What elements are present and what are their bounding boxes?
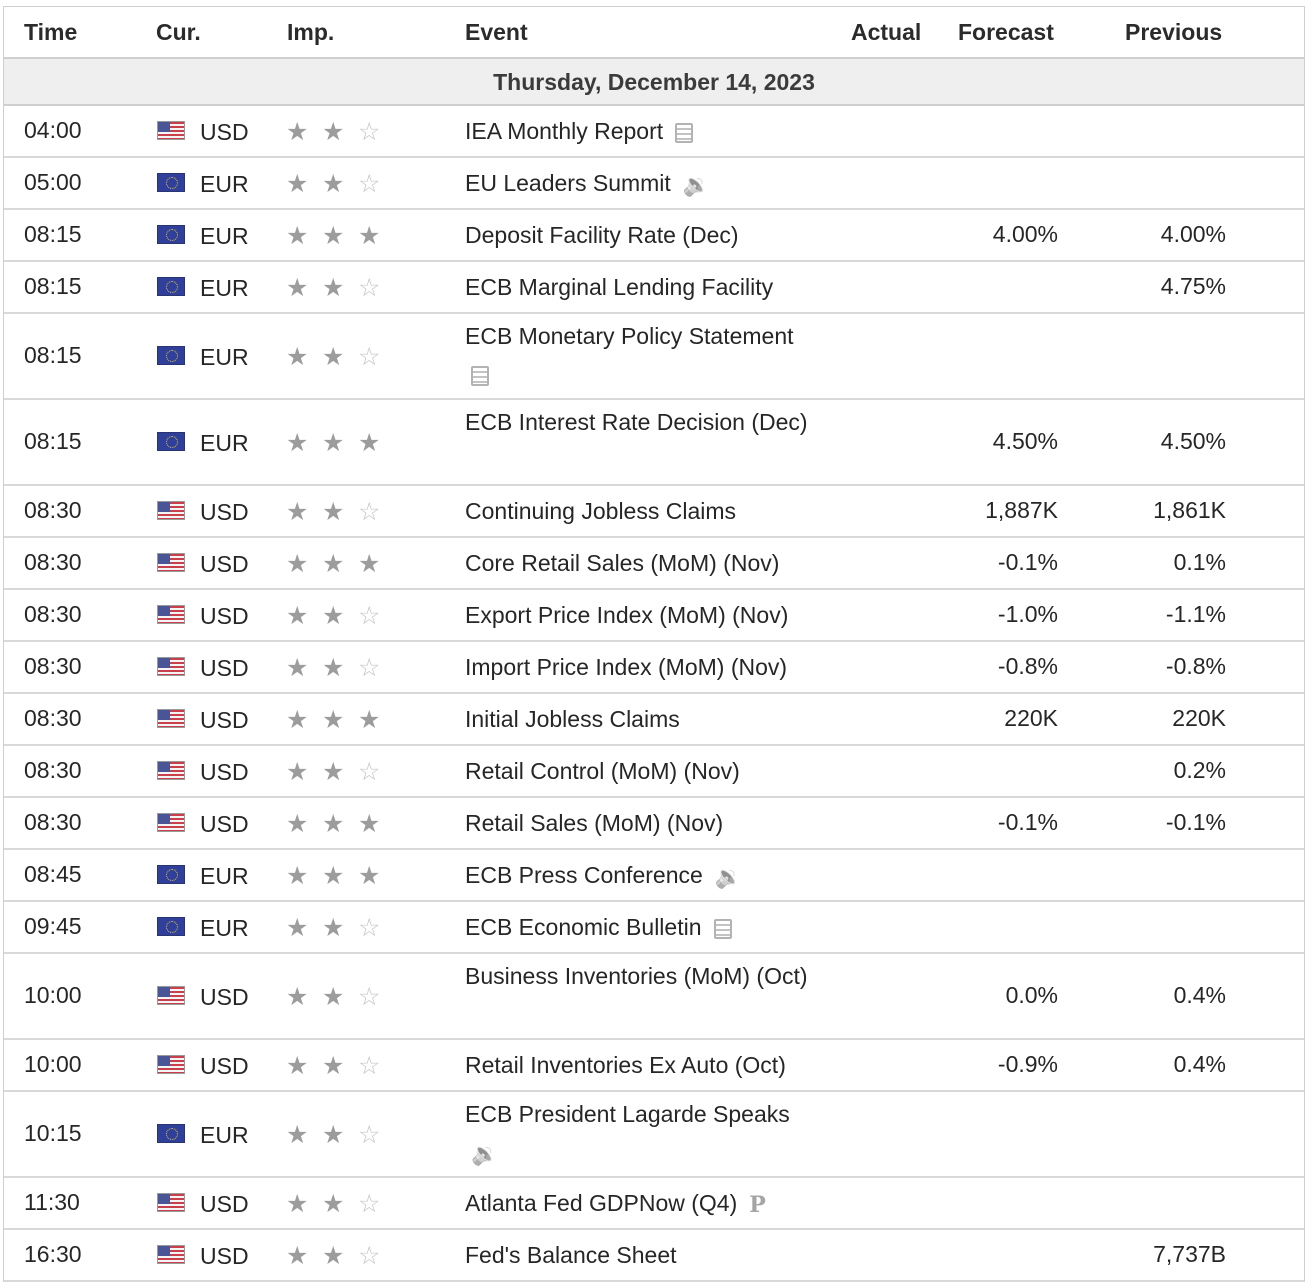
event-currency: EUR xyxy=(200,430,249,456)
star-filled-icon: ★ xyxy=(322,914,345,942)
event-name[interactable]: Export Price Index (MoM) (Nov) xyxy=(465,602,789,628)
star-filled-icon: ★ xyxy=(286,118,309,146)
star-filled-icon: ★ xyxy=(322,1121,345,1149)
previous-value: 4.75% xyxy=(1160,273,1226,299)
star-filled-icon: ★ xyxy=(286,983,309,1011)
star-filled-icon: ★ xyxy=(286,654,309,682)
event-currency: USD xyxy=(200,655,249,681)
star-empty-icon: ☆ xyxy=(358,654,381,682)
star-filled-icon: ★ xyxy=(322,274,345,302)
day-separator: Thursday, December 14, 2023 xyxy=(4,59,1304,106)
star-filled-icon: ★ xyxy=(322,758,345,786)
event-cell[interactable] xyxy=(465,544,835,582)
star-empty-icon: ☆ xyxy=(358,1190,381,1218)
importance-rating xyxy=(286,551,394,578)
table-row[interactable] xyxy=(4,400,1304,486)
star-filled-icon: ★ xyxy=(322,706,345,734)
table-row[interactable] xyxy=(4,1040,1304,1092)
star-empty-icon: ☆ xyxy=(358,274,381,302)
importance-rating xyxy=(286,915,394,942)
star-filled-icon: ★ xyxy=(286,1190,309,1218)
importance-rating xyxy=(286,171,394,198)
star-filled-icon: ★ xyxy=(286,758,309,786)
star-empty-icon: ☆ xyxy=(358,170,381,198)
previous-value: 4.50% xyxy=(1160,428,1226,454)
forecast-value: 4.50% xyxy=(992,428,1058,454)
eu-flag-icon xyxy=(157,917,185,936)
star-empty-icon: ☆ xyxy=(358,602,381,630)
event-name[interactable]: ECB Interest Rate Decision (Dec) xyxy=(465,409,808,435)
event-cell[interactable] xyxy=(465,908,835,946)
event-currency: USD xyxy=(200,551,249,577)
importance-rating xyxy=(286,223,394,250)
star-empty-icon: ☆ xyxy=(358,1121,381,1149)
speaker-icon[interactable]: 🔉 xyxy=(471,1140,499,1166)
star-filled-icon: ★ xyxy=(286,602,309,630)
star-filled-icon: ★ xyxy=(322,602,345,630)
speaker-icon[interactable]: 🔉 xyxy=(714,863,743,889)
previous-value: 4.00% xyxy=(1160,221,1226,247)
header-time[interactable]: Time xyxy=(24,19,78,45)
table-row[interactable] xyxy=(4,106,1304,158)
star-filled-icon: ★ xyxy=(358,862,381,890)
star-filled-icon: ★ xyxy=(286,862,309,890)
importance-rating xyxy=(286,655,394,682)
forecast-value: -1.0% xyxy=(997,601,1058,627)
event-currency: USD xyxy=(200,1243,249,1269)
star-filled-icon: ★ xyxy=(286,1052,309,1080)
importance-rating xyxy=(286,499,394,526)
importance-rating xyxy=(286,603,394,630)
event-name[interactable]: Retail Control (MoM) (Nov) xyxy=(465,758,740,784)
star-filled-icon: ★ xyxy=(358,706,381,734)
event-name[interactable]: Continuing Jobless Claims xyxy=(465,498,737,524)
us-flag-icon xyxy=(157,501,185,520)
event-currency: USD xyxy=(200,499,249,525)
importance-rating xyxy=(286,707,394,734)
event-name[interactable]: ECB Economic Bulletin xyxy=(465,914,702,940)
star-empty-icon: ☆ xyxy=(358,758,381,786)
header-previous[interactable]: Previous xyxy=(1125,19,1223,45)
event-time: 08:15 xyxy=(24,273,82,299)
event-rows xyxy=(4,106,1304,1282)
star-filled-icon: ★ xyxy=(286,1121,309,1149)
star-filled-icon: ★ xyxy=(322,1190,345,1218)
star-filled-icon: ★ xyxy=(286,429,309,457)
star-filled-icon: ★ xyxy=(286,222,309,250)
star-empty-icon: ☆ xyxy=(358,118,381,146)
forecast-value: 1,887K xyxy=(985,497,1058,523)
us-flag-icon xyxy=(157,1245,185,1264)
star-filled-icon: ★ xyxy=(322,550,345,578)
previous-value: 220K xyxy=(1172,705,1226,731)
document-icon[interactable] xyxy=(714,919,732,939)
event-cell[interactable] xyxy=(465,317,835,393)
table-row[interactable] xyxy=(4,486,1304,538)
event-time: 08:15 xyxy=(24,342,82,368)
previous-value: -0.1% xyxy=(1165,809,1226,835)
us-flag-icon xyxy=(157,761,185,780)
event-currency: EUR xyxy=(200,171,249,197)
event-cell[interactable] xyxy=(465,700,835,738)
eu-flag-icon xyxy=(157,865,185,884)
star-filled-icon: ★ xyxy=(322,118,345,146)
importance-rating xyxy=(286,1243,394,1270)
star-filled-icon: ★ xyxy=(322,810,345,838)
event-time: 08:30 xyxy=(24,601,82,627)
us-flag-icon xyxy=(157,1055,185,1074)
forecast-value: 220K xyxy=(1004,705,1058,731)
star-filled-icon: ★ xyxy=(286,550,309,578)
event-cell[interactable] xyxy=(465,492,835,530)
header-event[interactable]: Event xyxy=(465,19,528,45)
importance-rating xyxy=(286,1122,394,1149)
event-cell[interactable] xyxy=(465,752,835,790)
event-currency: USD xyxy=(200,707,249,733)
event-cell[interactable] xyxy=(465,268,835,306)
us-flag-icon xyxy=(157,121,185,140)
importance-rating xyxy=(286,984,394,1011)
event-cell[interactable] xyxy=(465,164,835,204)
table-row[interactable] xyxy=(4,1092,1304,1178)
eu-flag-icon xyxy=(157,432,185,451)
event-name[interactable]: Import Price Index (MoM) (Nov) xyxy=(465,654,788,680)
eu-flag-icon xyxy=(157,173,185,192)
eu-flag-icon xyxy=(157,225,185,244)
forecast-value: -0.9% xyxy=(997,1051,1058,1077)
event-currency: USD xyxy=(200,119,249,145)
header-currency[interactable]: Cur. xyxy=(156,19,201,45)
event-time: 08:15 xyxy=(24,221,82,247)
star-filled-icon: ★ xyxy=(286,170,309,198)
event-time: 09:45 xyxy=(24,913,82,939)
previous-value: 0.2% xyxy=(1173,757,1226,783)
importance-rating xyxy=(286,344,394,371)
event-time: 08:30 xyxy=(24,549,82,575)
event-time: 10:15 xyxy=(24,1120,82,1146)
event-cell[interactable] xyxy=(465,1184,835,1224)
event-cell[interactable] xyxy=(465,1095,835,1173)
star-filled-icon: ★ xyxy=(322,222,345,250)
event-currency: USD xyxy=(200,759,249,785)
event-name[interactable]: ECB Press Conference xyxy=(465,862,703,888)
previous-value: 0.1% xyxy=(1173,549,1226,575)
event-time: 08:30 xyxy=(24,653,82,679)
star-filled-icon: ★ xyxy=(322,1052,345,1080)
table-row[interactable] xyxy=(4,694,1304,746)
table-row[interactable] xyxy=(4,158,1304,210)
star-empty-icon: ☆ xyxy=(358,498,381,526)
us-flag-icon xyxy=(157,605,185,624)
star-filled-icon: ★ xyxy=(322,343,345,371)
event-cell[interactable] xyxy=(465,596,835,634)
star-filled-icon: ★ xyxy=(286,274,309,302)
star-filled-icon: ★ xyxy=(322,498,345,526)
star-filled-icon: ★ xyxy=(322,1242,345,1270)
event-time: 16:30 xyxy=(24,1241,82,1267)
event-time: 10:00 xyxy=(24,982,82,1008)
table-row[interactable] xyxy=(4,642,1304,694)
forecast-value: -0.1% xyxy=(997,809,1058,835)
table-row[interactable] xyxy=(4,590,1304,642)
star-empty-icon: ☆ xyxy=(358,343,381,371)
event-name[interactable]: ECB President Lagarde Speaks xyxy=(465,1101,790,1127)
event-name[interactable]: Initial Jobless Claims xyxy=(465,706,680,732)
event-cell[interactable] xyxy=(465,957,835,995)
table-row[interactable] xyxy=(4,210,1304,262)
event-currency: EUR xyxy=(200,1122,249,1148)
eu-flag-icon xyxy=(157,277,185,296)
event-cell[interactable] xyxy=(465,112,835,150)
table-row[interactable] xyxy=(4,902,1304,954)
previous-value: 1,861K xyxy=(1153,497,1226,523)
star-filled-icon: ★ xyxy=(358,550,381,578)
table-row[interactable] xyxy=(4,538,1304,590)
star-filled-icon: ★ xyxy=(286,810,309,838)
us-flag-icon xyxy=(157,813,185,832)
event-name[interactable]: IEA Monthly Report xyxy=(465,118,664,144)
star-filled-icon: ★ xyxy=(286,343,309,371)
event-currency: USD xyxy=(200,1191,249,1217)
star-empty-icon: ☆ xyxy=(358,914,381,942)
previous-value: -1.1% xyxy=(1165,601,1226,627)
table-row[interactable] xyxy=(4,1178,1304,1230)
star-empty-icon: ☆ xyxy=(358,1052,381,1080)
importance-rating xyxy=(286,430,394,457)
us-flag-icon xyxy=(157,986,185,1005)
event-name[interactable]: Core Retail Sales (MoM) (Nov) xyxy=(465,550,780,576)
importance-rating xyxy=(286,275,394,302)
event-currency: USD xyxy=(200,984,249,1010)
event-time: 04:00 xyxy=(24,117,82,143)
table-row[interactable] xyxy=(4,850,1304,902)
header-forecast[interactable]: Forecast xyxy=(958,19,1054,45)
event-name[interactable]: Deposit Facility Rate (Dec) xyxy=(465,222,739,248)
importance-rating xyxy=(286,759,394,786)
us-flag-icon xyxy=(157,553,185,572)
star-filled-icon: ★ xyxy=(286,1242,309,1270)
event-time: 08:30 xyxy=(24,705,82,731)
event-cell[interactable] xyxy=(465,648,835,686)
event-name[interactable]: Atlanta Fed GDPNow (Q4) xyxy=(465,1190,738,1216)
table-row[interactable] xyxy=(4,954,1304,1040)
event-time: 05:00 xyxy=(24,169,82,195)
star-empty-icon: ☆ xyxy=(358,1242,381,1270)
table-row[interactable] xyxy=(4,798,1304,850)
event-name[interactable]: Business Inventories (MoM) (Oct) xyxy=(465,963,808,989)
event-time: 08:45 xyxy=(24,861,82,887)
eu-flag-icon xyxy=(157,346,185,365)
event-currency: USD xyxy=(200,1053,249,1079)
forecast-value: 0.0% xyxy=(1005,982,1058,1008)
star-empty-icon: ☆ xyxy=(358,983,381,1011)
document-icon[interactable] xyxy=(675,123,693,143)
star-filled-icon: ★ xyxy=(322,862,345,890)
event-name[interactable]: Retail Inventories Ex Auto (Oct) xyxy=(465,1052,786,1078)
importance-rating xyxy=(286,1191,394,1218)
table-row[interactable] xyxy=(4,262,1304,314)
star-filled-icon: ★ xyxy=(358,222,381,250)
event-time: 08:30 xyxy=(24,757,82,783)
event-name[interactable]: Retail Sales (MoM) (Nov) xyxy=(465,810,724,836)
event-currency: EUR xyxy=(200,275,249,301)
star-filled-icon: ★ xyxy=(286,706,309,734)
event-name[interactable]: ECB Marginal Lending Facility xyxy=(465,274,774,300)
previous-value: 0.4% xyxy=(1173,982,1226,1008)
event-time: 11:30 xyxy=(24,1189,80,1215)
event-cell[interactable] xyxy=(465,804,835,842)
forecast-value: -0.1% xyxy=(997,549,1058,575)
event-currency: EUR xyxy=(200,863,249,889)
star-filled-icon: ★ xyxy=(322,983,345,1011)
event-time: 10:00 xyxy=(24,1051,82,1077)
event-name[interactable]: EU Leaders Summit xyxy=(465,170,671,196)
event-cell[interactable] xyxy=(465,216,835,254)
event-currency: EUR xyxy=(200,915,249,941)
eu-flag-icon xyxy=(157,1124,185,1143)
star-filled-icon: ★ xyxy=(322,429,345,457)
header-actual[interactable]: Actual xyxy=(851,19,922,45)
event-cell[interactable] xyxy=(465,403,835,441)
star-filled-icon: ★ xyxy=(358,429,381,457)
table-header xyxy=(4,7,1304,59)
event-name[interactable]: Fed's Balance Sheet xyxy=(465,1242,677,1268)
event-currency: EUR xyxy=(200,223,249,249)
event-name[interactable]: ECB Monetary Policy Statement xyxy=(465,323,794,349)
event-cell[interactable] xyxy=(465,1046,835,1084)
previous-value: 7,737B xyxy=(1153,1241,1226,1267)
forecast-value: -0.8% xyxy=(997,653,1058,679)
speaker-icon[interactable]: 🔉 xyxy=(682,171,711,197)
table-row[interactable] xyxy=(4,1230,1304,1282)
event-time: 08:30 xyxy=(24,497,82,523)
importance-rating xyxy=(286,1053,394,1080)
economic-calendar-table xyxy=(3,6,1305,1282)
document-icon[interactable] xyxy=(471,366,489,386)
us-flag-icon xyxy=(157,1193,185,1212)
header-importance[interactable]: Imp. xyxy=(287,19,335,45)
importance-rating xyxy=(286,119,394,146)
us-flag-icon xyxy=(157,709,185,728)
star-filled-icon: ★ xyxy=(358,810,381,838)
event-cell[interactable] xyxy=(465,856,835,896)
star-filled-icon: ★ xyxy=(286,498,309,526)
event-currency: USD xyxy=(200,811,249,837)
importance-rating xyxy=(286,863,394,890)
star-filled-icon: ★ xyxy=(322,170,345,198)
previous-value: 0.4% xyxy=(1173,1051,1226,1077)
forecast-value: 4.00% xyxy=(992,221,1058,247)
event-currency: EUR xyxy=(200,344,249,370)
importance-rating xyxy=(286,811,394,838)
us-flag-icon xyxy=(157,657,185,676)
star-filled-icon: ★ xyxy=(286,914,309,942)
preliminary-icon[interactable]: P xyxy=(749,1191,766,1218)
event-currency: USD xyxy=(200,603,249,629)
event-time: 08:30 xyxy=(24,809,82,835)
event-cell[interactable] xyxy=(465,1236,835,1274)
previous-value: -0.8% xyxy=(1165,653,1226,679)
event-time: 08:15 xyxy=(24,428,82,454)
table-row[interactable] xyxy=(4,746,1304,798)
star-filled-icon: ★ xyxy=(322,654,345,682)
table-row[interactable] xyxy=(4,314,1304,400)
